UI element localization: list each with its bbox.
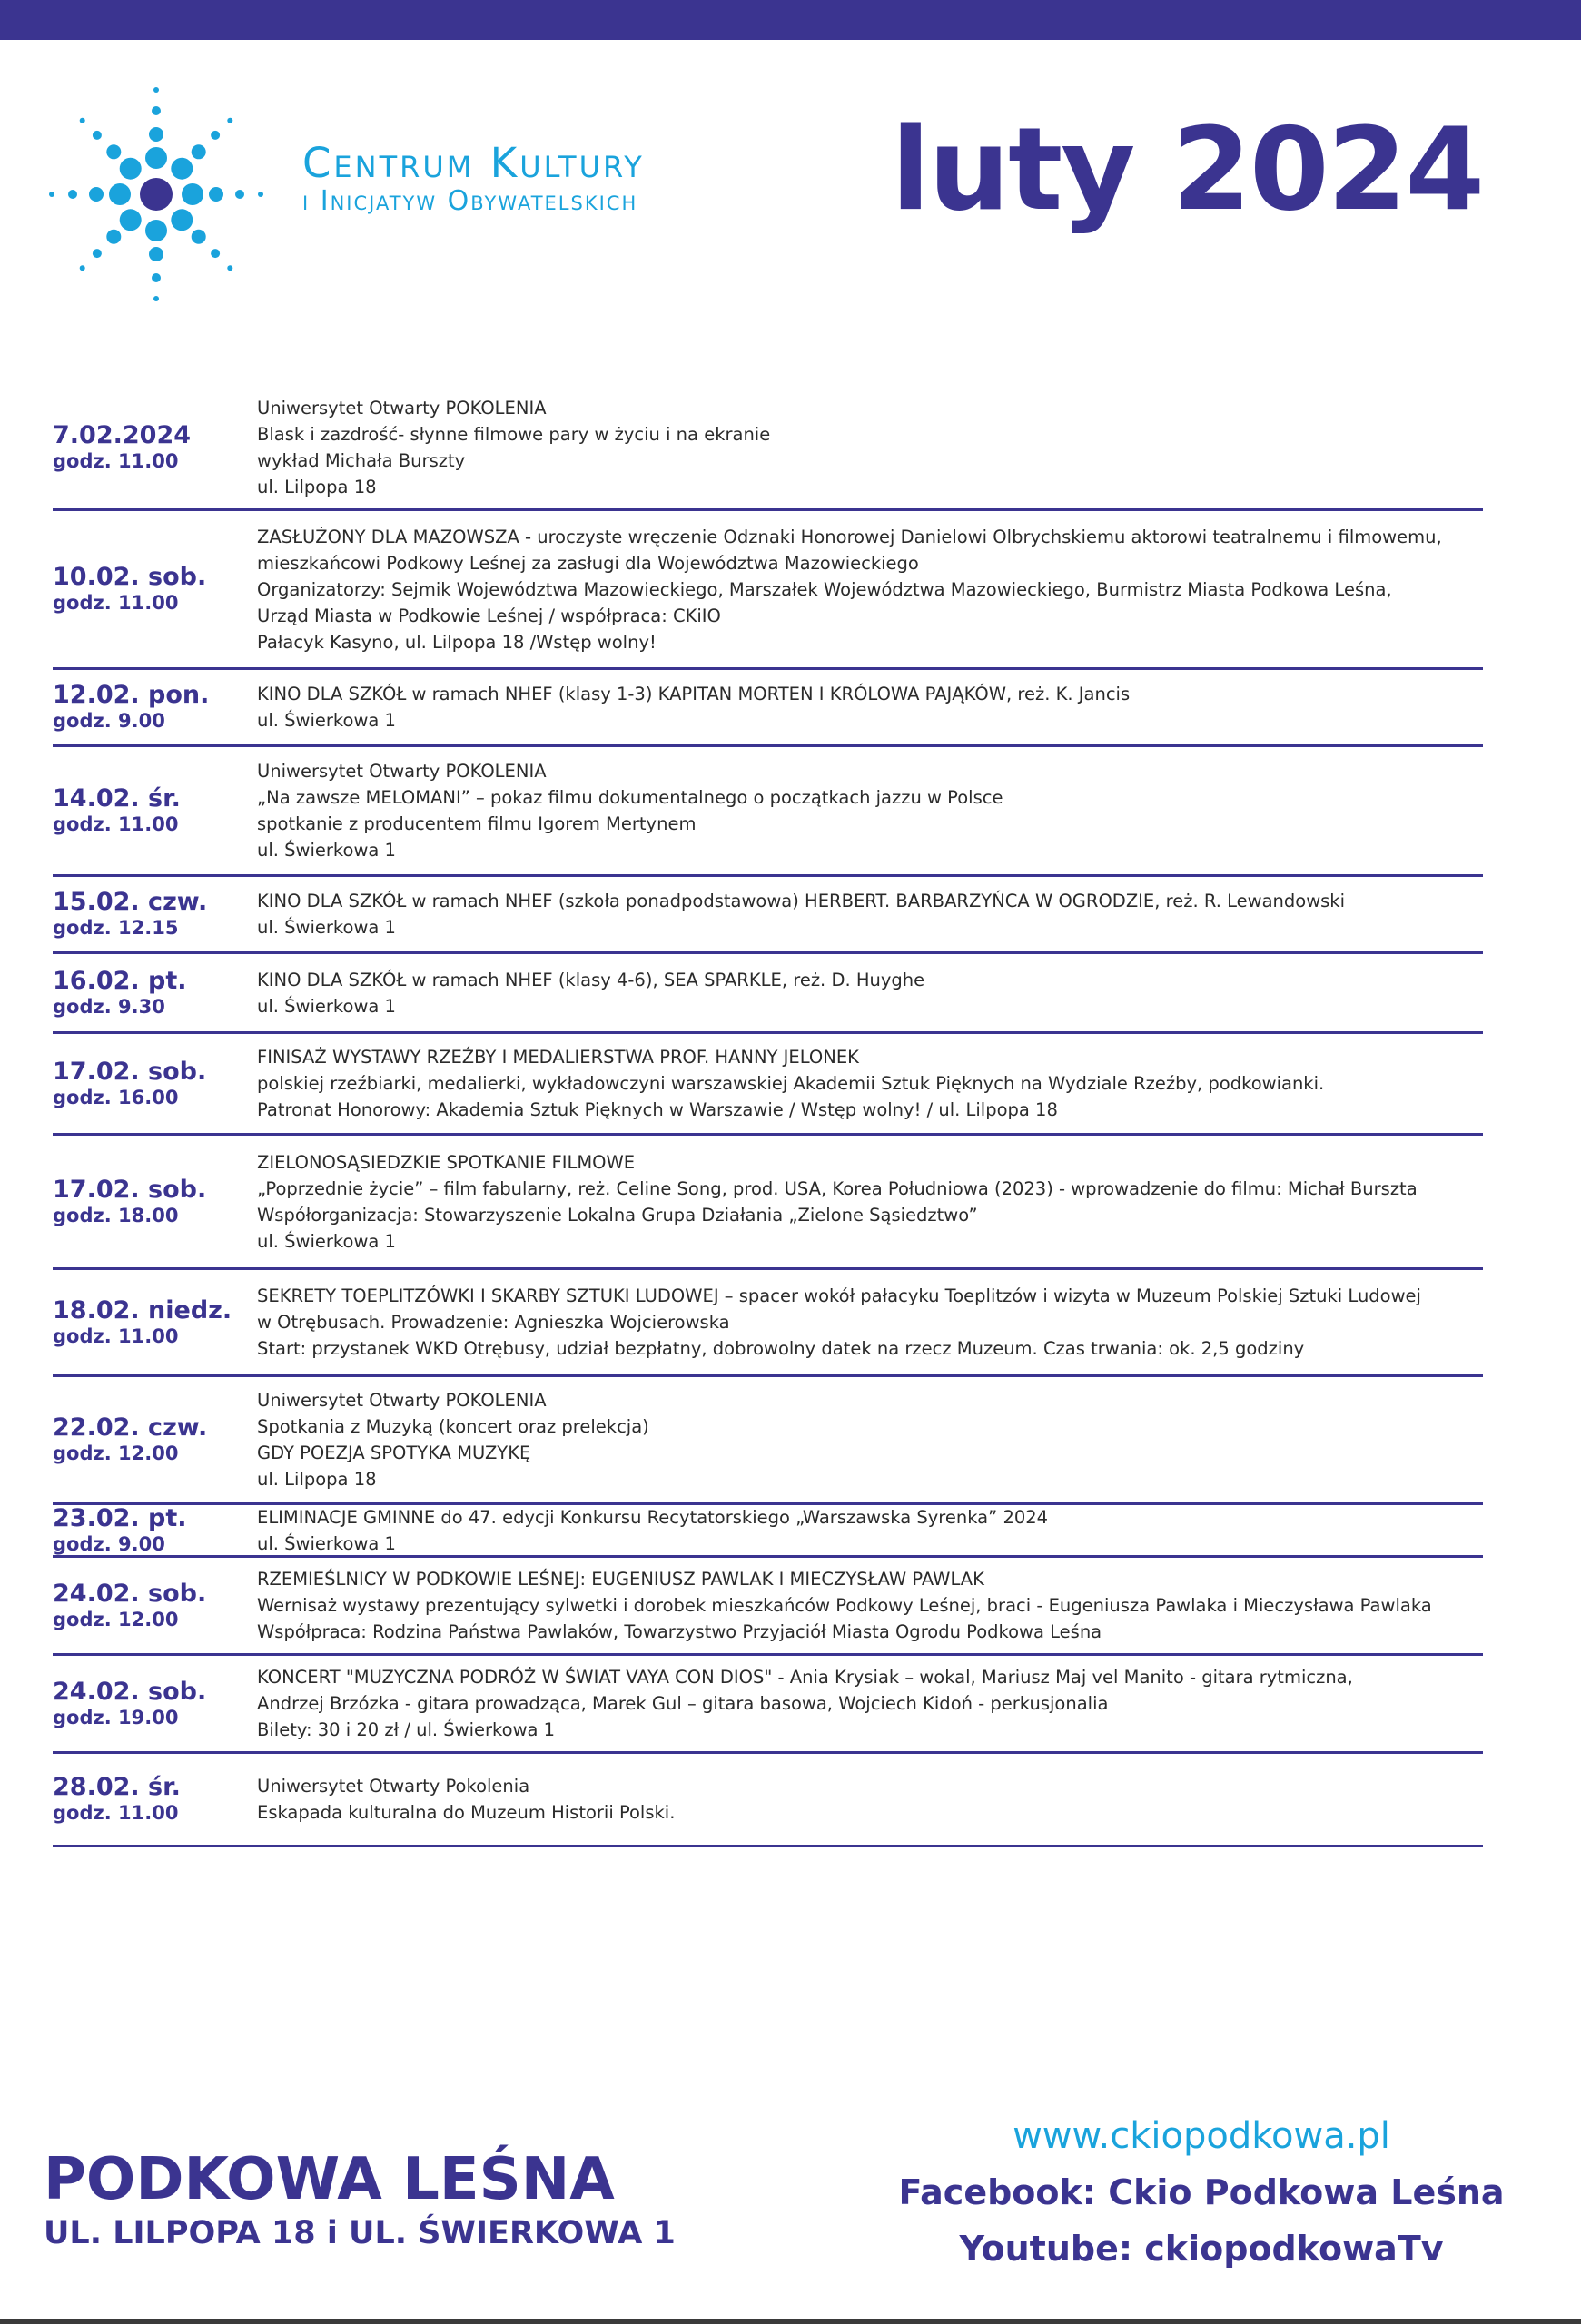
event-description	[257, 1034, 1483, 1133]
event-description-line: Start: przystanek WKD Otrębusy, udział bezpłatny, dobrowolny datek na rzecz Muzeum. Czas trwania: ok. 2,5 godziny	[257, 1338, 1305, 1359]
event-time: godz. 11.00	[53, 1324, 179, 1347]
event-description-line: Współorganizacja: Stowarzyszenie Lokalna Grupa Działania „Zielone Sąsiedztwo”	[257, 1204, 978, 1226]
event-row	[53, 1754, 1483, 1847]
event-description-line: spotkanie z producentem filmu Igorem Mertynem	[257, 813, 697, 834]
logo-ray-dot	[106, 144, 121, 159]
logo-ray-dot	[182, 183, 203, 205]
event-time: godz. 12.00	[53, 1443, 179, 1464]
logo-ray-dot	[109, 183, 131, 205]
logo-ray-dot	[80, 265, 85, 271]
event-description-line: Uniwersytet Otwarty POKOLENIA	[257, 397, 547, 419]
event-description-line: mieszkańcowi Podkowy Leśnej za zasługi dla Województwa Mazowieckiego	[257, 552, 919, 574]
event-description-line: „Poprzednie życie” – film fabularny, reż. Celine Song, prod. USA, Korea Południowa (2023) - wprowadzenie do filmu: Michał Burszta	[257, 1177, 1418, 1199]
logo-ray-dot	[80, 118, 85, 123]
event-description	[257, 1754, 1483, 1845]
event-date: 17.02. sob.	[53, 1057, 207, 1086]
logo-ray-dot	[152, 106, 161, 115]
logo-ray-dot	[209, 187, 223, 202]
event-description-line: ul. Lilpopa 18	[257, 476, 377, 497]
event-datetime	[53, 747, 257, 874]
event-date: 18.02. niedz.	[53, 1295, 232, 1324]
event-row	[53, 670, 1483, 747]
event-description	[257, 877, 1483, 951]
logo-ray-dot	[171, 209, 193, 231]
event-description-line: wykład Michała Burszty	[257, 449, 466, 471]
logo-ray-dot	[153, 87, 159, 93]
event-description-line: SEKRETY TOEPLITZÓWKI I SKARBY SZTUKI LUDOWEJ – spacer wokół pałacyku Toeplitzów i wizyta w Muzeum Polskiej Sztuki Ludowej	[257, 1285, 1421, 1306]
event-row	[53, 1656, 1483, 1754]
event-description-line: FINISAŻ WYSTAWY RZEŹBY I MEDALIERSTWA PROF. HANNY JELONEK	[257, 1047, 859, 1068]
event-row	[53, 747, 1483, 877]
logo-ray-dot	[152, 273, 161, 282]
event-time: godz. 9.30	[53, 995, 165, 1018]
event-description	[257, 1377, 1483, 1502]
logo-ray-dot	[145, 147, 167, 169]
logo-ray-dot	[211, 131, 220, 140]
youtube-link[interactable]: Youtube: ckiopodkowaTv	[959, 2229, 1444, 2269]
event-datetime	[53, 1505, 257, 1555]
event-description-line: Andrzej Brzózka - gitara prowadząca, Marek Gul – gitara basowa, Wojciech Kidoń - perkusjonalia	[257, 1693, 1109, 1714]
event-row	[53, 511, 1483, 670]
event-description	[257, 1505, 1483, 1555]
event-description-line: polskiej rzeźbiarki, medalierki, wykładowczyni warszawskiej Akademii Sztuk Pięknych na Wydziale Rzeźby, podkowianki.	[257, 1073, 1325, 1094]
logo-ray-dot	[93, 131, 102, 140]
event-row	[53, 954, 1483, 1034]
event-date: 24.02. sob.	[53, 1677, 207, 1706]
event-description-line: KINO DLA SZKÓŁ w ramach NHEF (klasy 1-3) KAPITAN MORTEN I KRÓLOWA PAJĄKÓW, reż. K. Jancis	[257, 684, 1131, 704]
event-time: godz. 18.00	[53, 1204, 179, 1226]
footer-contact-links	[865, 2108, 1537, 2277]
event-description-line: „Na zawsze MELOMANI” – pokaz filmu dokumentalnego o początkach jazzu w Polsce	[257, 787, 1003, 808]
event-row	[53, 877, 1483, 954]
event-date: 23.02. pt.	[53, 1503, 187, 1532]
facebook-link[interactable]: Facebook: Ckio Podkowa Leśna	[898, 2172, 1505, 2212]
event-description-line: Urząd Miasta w Podkowie Leśnej / współpraca: CKiIO	[257, 605, 721, 626]
website-link[interactable]: www.ckiopodkowa.pl	[1013, 2115, 1390, 2157]
event-description	[257, 1270, 1483, 1374]
logo-ray-dot	[68, 190, 77, 199]
event-description	[257, 954, 1483, 1031]
logo-ray-dot	[227, 118, 232, 123]
event-row	[53, 1034, 1483, 1136]
event-row	[53, 1270, 1483, 1377]
event-description-line: Współpraca: Rodzina Państwa Pawlaków, Towarzystwo Przyjaciół Miasta Ogrodu Podkowa Leśna	[257, 1621, 1102, 1642]
event-time: godz. 9.00	[53, 1532, 165, 1555]
logo-ray-dot	[258, 192, 263, 197]
logo-ray-dot	[192, 144, 206, 159]
event-row	[53, 386, 1483, 511]
logo-ray-dot	[120, 209, 142, 231]
top-color-bar	[0, 0, 1581, 40]
event-datetime	[53, 1558, 257, 1653]
event-datetime	[53, 954, 257, 1031]
event-time: godz. 12.15	[53, 917, 179, 939]
event-description-line: ul. Świerkowa 1	[257, 1230, 396, 1252]
event-description-line: ul. Świerkowa 1	[257, 1532, 396, 1554]
event-description-line: ul. Świerkowa 1	[257, 917, 396, 938]
event-row	[53, 1558, 1483, 1656]
starburst-logo-icon	[45, 84, 268, 306]
event-description-line: Uniwersytet Otwarty POKOLENIA	[257, 761, 547, 782]
event-time: godz. 11.00	[53, 592, 179, 614]
event-row	[53, 1505, 1483, 1558]
event-description-line: Uniwersytet Otwarty Pokolenia	[257, 1776, 530, 1797]
logo-ray-dot	[235, 190, 244, 199]
event-description	[257, 670, 1483, 744]
event-description-line: Patronat Honorowy: Akademia Sztuk Pięknych w Warszawie / Wstęp wolny! / ul. Lilpopa 18	[257, 1099, 1058, 1120]
logo-ray-dot	[120, 158, 142, 180]
event-datetime	[53, 386, 257, 508]
logo-ray-dot	[149, 247, 163, 261]
event-time: godz. 9.00	[53, 710, 165, 732]
event-description-line: ZASŁUŻONY DLA MAZOWSZA - uroczyste wręczenie Odznaki Honorowej Danielowi Olbrychskiemu aktorowi teatralnemu i filmowemu,	[257, 526, 1442, 547]
event-description-line: Blask i zazdrość- słynne filmowe pary w życiu i na ekranie	[257, 423, 771, 445]
event-description-line: Organizatorzy: Sejmik Województwa Mazowieckiego, Marszałek Województwa Mazowieckiego, Burmistrz Miasta Podkowa Leśna,	[257, 578, 1392, 600]
event-description-line: ul. Lilpopa 18	[257, 1469, 377, 1490]
event-date: 12.02. pon.	[53, 681, 210, 709]
event-row	[53, 1136, 1483, 1270]
event-time: godz. 11.00	[53, 1802, 179, 1824]
event-description-line: Bilety: 30 i 20 zł / ul. Świerkowa 1	[257, 1719, 556, 1740]
event-time: godz. 11.00	[53, 813, 179, 835]
event-date: 10.02. sob.	[53, 563, 207, 591]
footer-city: PODKOWA LEŚNA	[44, 2146, 615, 2213]
event-row	[53, 1377, 1483, 1505]
event-description	[257, 747, 1483, 874]
event-description-line: Uniwersytet Otwarty POKOLENIA	[257, 1390, 547, 1411]
event-description-line: KONCERT "MUZYCZNA PODRÓŻ W ŚWIAT VAYA CON DIOS" - Ania Krysiak – wokal, Mariusz Maj vel Manito - gitara rytmiczna,	[257, 1667, 1353, 1688]
event-description-line: Pałacyk Kasyno, ul. Lilpopa 18 /Wstęp wolny!	[257, 631, 657, 653]
event-date: 15.02. czw.	[53, 888, 208, 916]
event-description-line: ul. Świerkowa 1	[257, 995, 396, 1017]
event-description-line: ELIMINACJE GMINNE do 47. edycji Konkursu Recytatorskiego „Warszawska Syrenka” 2024	[257, 1506, 1049, 1528]
event-time: godz. 19.00	[53, 1706, 179, 1728]
footer-address: UL. LILPOPA 18 i UL. ŚWIERKOWA 1	[44, 2215, 676, 2251]
logo-ray-dot	[227, 265, 232, 271]
event-description-line: Eskapada kulturalna do Muzeum Historii Polski.	[257, 1802, 676, 1823]
event-date: 22.02. czw.	[53, 1413, 208, 1442]
logo-ray-dot	[211, 249, 220, 258]
logo-center-dot	[140, 178, 173, 211]
logo-ray-dot	[171, 158, 193, 180]
event-description-line: Spotkania z Muzyką (koncert oraz prelekcja)	[257, 1416, 649, 1437]
org-name-line2: i Inicjatyw Obywatelskich	[302, 185, 638, 217]
event-description-line: KINO DLA SZKÓŁ w ramach NHEF (szkoła ponadpodstawowa) HERBERT. BARBARZYŃCA W OGRODZIE, reż. R. Lewandowski	[257, 891, 1346, 911]
event-date: 28.02. śr.	[53, 1773, 181, 1801]
bottom-color-bar	[0, 2319, 1581, 2324]
logo-ray-dot	[153, 296, 159, 301]
event-description-line: ul. Świerkowa 1	[257, 840, 396, 861]
event-datetime	[53, 877, 257, 951]
organization-name	[302, 141, 645, 217]
event-date: 14.02. śr.	[53, 784, 181, 812]
event-description-line: ul. Świerkowa 1	[257, 710, 396, 731]
logo-ray-dot	[49, 192, 54, 197]
event-datetime	[53, 1754, 257, 1845]
event-description-line: GDY POEZJA SPOTYKA MUZYKĘ	[257, 1443, 531, 1463]
logo-ray-dot	[89, 187, 104, 202]
event-datetime	[53, 670, 257, 744]
event-description	[257, 1656, 1483, 1751]
event-datetime	[53, 1656, 257, 1751]
logo-ray-dot	[145, 220, 167, 241]
event-description	[257, 511, 1483, 667]
event-description	[257, 1558, 1483, 1653]
event-date: 17.02. sob.	[53, 1175, 207, 1204]
event-datetime	[53, 511, 257, 667]
event-description-line: w Otrębusach. Prowadzenie: Agnieszka Wojcierowska	[257, 1312, 730, 1333]
event-date: 24.02. sob.	[53, 1579, 207, 1608]
logo-ray-dot	[192, 230, 206, 244]
month-title: luty 2024	[891, 103, 1483, 236]
event-description-line: Wernisaż wystawy prezentujący sylwetki i dorobek mieszkańców Podkowy Leśnej, braci - Eugeniusza Pawlaka i Mieczysława Pawlaka	[257, 1595, 1432, 1616]
event-time: godz. 11.00	[53, 449, 179, 472]
org-name-line1: Centrum Kultury	[302, 139, 645, 187]
event-datetime	[53, 1270, 257, 1374]
event-datetime	[53, 1136, 257, 1267]
event-description	[257, 386, 1483, 508]
event-schedule	[53, 386, 1483, 1847]
event-time: godz. 16.00	[53, 1086, 179, 1108]
logo-ray-dot	[106, 230, 121, 244]
logo-ray-dot	[93, 249, 102, 258]
event-description-line: ZIELONOSĄSIEDZKIE SPOTKANIE FILMOWE	[257, 1151, 636, 1173]
event-description	[257, 1136, 1483, 1267]
event-date: 7.02.2024	[53, 420, 192, 449]
event-time: godz. 12.00	[53, 1608, 179, 1630]
event-datetime	[53, 1377, 257, 1502]
event-date: 16.02. pt.	[53, 966, 187, 995]
event-description-line: KINO DLA SZKÓŁ w ramach NHEF (klasy 4-6), SEA SPARKLE, reż. D. Huyghe	[257, 969, 925, 990]
event-description-line: RZEMIEŚLNICY W PODKOWIE LEŚNEJ: EUGENIUSZ PAWLAK I MIECZYSŁAW PAWLAK	[257, 1569, 984, 1590]
footer-location	[44, 2147, 676, 2254]
logo-ray-dot	[149, 127, 163, 142]
event-datetime	[53, 1034, 257, 1133]
